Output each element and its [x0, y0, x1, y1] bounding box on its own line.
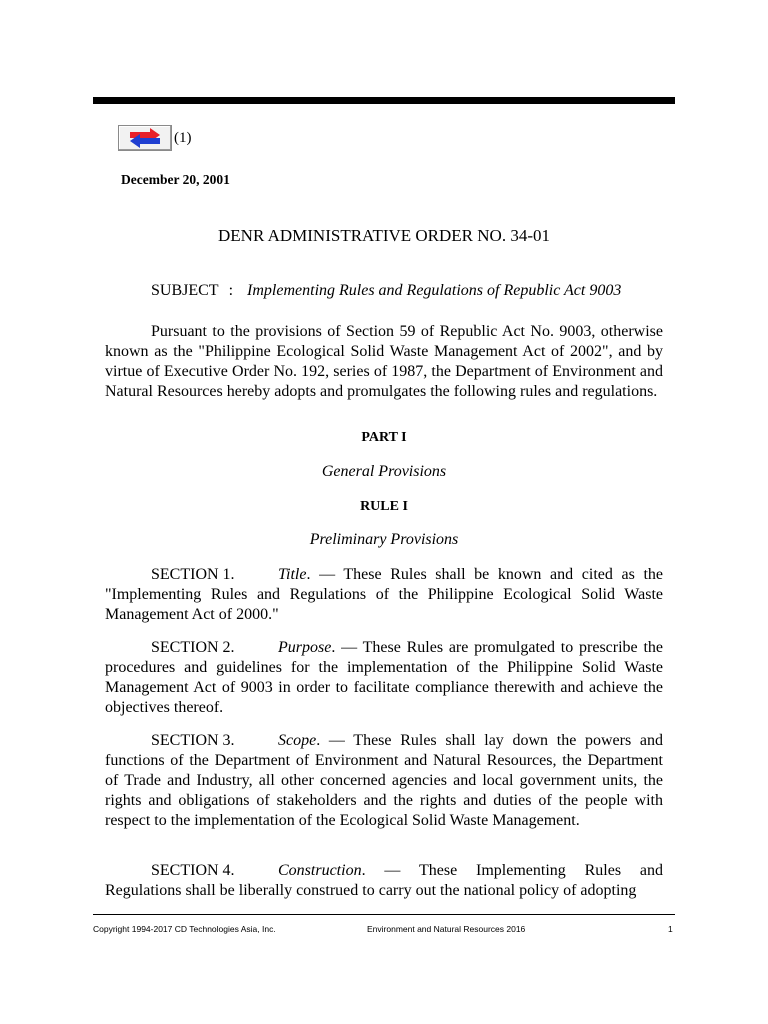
- footer-collection: Environment and Natural Resources 2016: [367, 924, 526, 934]
- document-nav: [118, 125, 192, 151]
- section-label: SECTION 3.: [151, 732, 235, 749]
- footer-rule: [93, 914, 675, 915]
- section-paragraph: [105, 861, 663, 901]
- part-subheading: General Provisions: [321, 463, 447, 480]
- section-label: SECTION 4.: [151, 862, 235, 879]
- section-text: . — These Rules are promulgated to prescribe the procedures and guidelines for the implementation of the Philippine Solid Waste Management Act of 9003 in order to facilitate compliance therewith and achieve the objectives thereof.: [105, 639, 663, 716]
- section-title: Scope: [278, 732, 317, 749]
- section-paragraph: [105, 638, 663, 718]
- top-rule: [93, 97, 675, 104]
- part-heading: PART I: [361, 430, 407, 445]
- rule-subheading: Preliminary Provisions: [309, 531, 459, 548]
- subject-colon: :: [228, 282, 234, 299]
- section-title: Purpose: [278, 639, 332, 656]
- section-title: Title: [278, 566, 307, 583]
- section-paragraph: [105, 731, 663, 831]
- subject-line: [151, 282, 621, 300]
- footer-copyright: Copyright 1994-2017 CD Technologies Asia, Inc.: [93, 924, 276, 934]
- footer-page-number: 1: [668, 924, 673, 934]
- document-title: DENR ADMINISTRATIVE ORDER NO. 34-01: [218, 226, 550, 245]
- swap-arrows-button[interactable]: [118, 125, 172, 151]
- nav-reference: (1): [174, 129, 192, 146]
- subject-label: SUBJECT: [151, 282, 219, 299]
- section-title: Construction: [278, 862, 362, 879]
- document-date: December 20, 2001: [121, 172, 230, 187]
- section-paragraph: [105, 565, 663, 625]
- preamble-paragraph: Pursuant to the provisions of Section 59 of Republic Act No. 9003, otherwise known as the "Philippine Ecological Solid Waste Management Act of 2002", and by virtue of Executive Order No. 192, series of 1987, the Department of Environment and Natural Resources hereby adopts and promulgates the following rules and regulations.: [105, 323, 663, 400]
- section-label: SECTION 2.: [151, 639, 235, 656]
- section-text: . — These Implementing Rules and Regulations shall be liberally construed to carry out the national policy of adopting: [105, 862, 663, 899]
- section-text: . — These Rules shall lay down the powers and functions of the Department of Environment and Natural Resources, the Department of Trade and Industry, all other concerned agencies and local government units, the rights and obligations of stakeholders and the rights and duties of the people with respect to the implementation of the Ecological Solid Waste Management.: [105, 732, 663, 829]
- section-text: . — These Rules shall be known and cited as the "Implementing Rules and Regulations of the Philippine Ecological Solid Waste Management Act of 2000.": [105, 566, 663, 623]
- rule-heading: RULE I: [360, 499, 408, 514]
- swap-arrows-icon: [128, 128, 162, 148]
- section-label: SECTION 1.: [151, 566, 235, 583]
- subject-text: Implementing Rules and Regulations of Republic Act 9003: [247, 282, 622, 299]
